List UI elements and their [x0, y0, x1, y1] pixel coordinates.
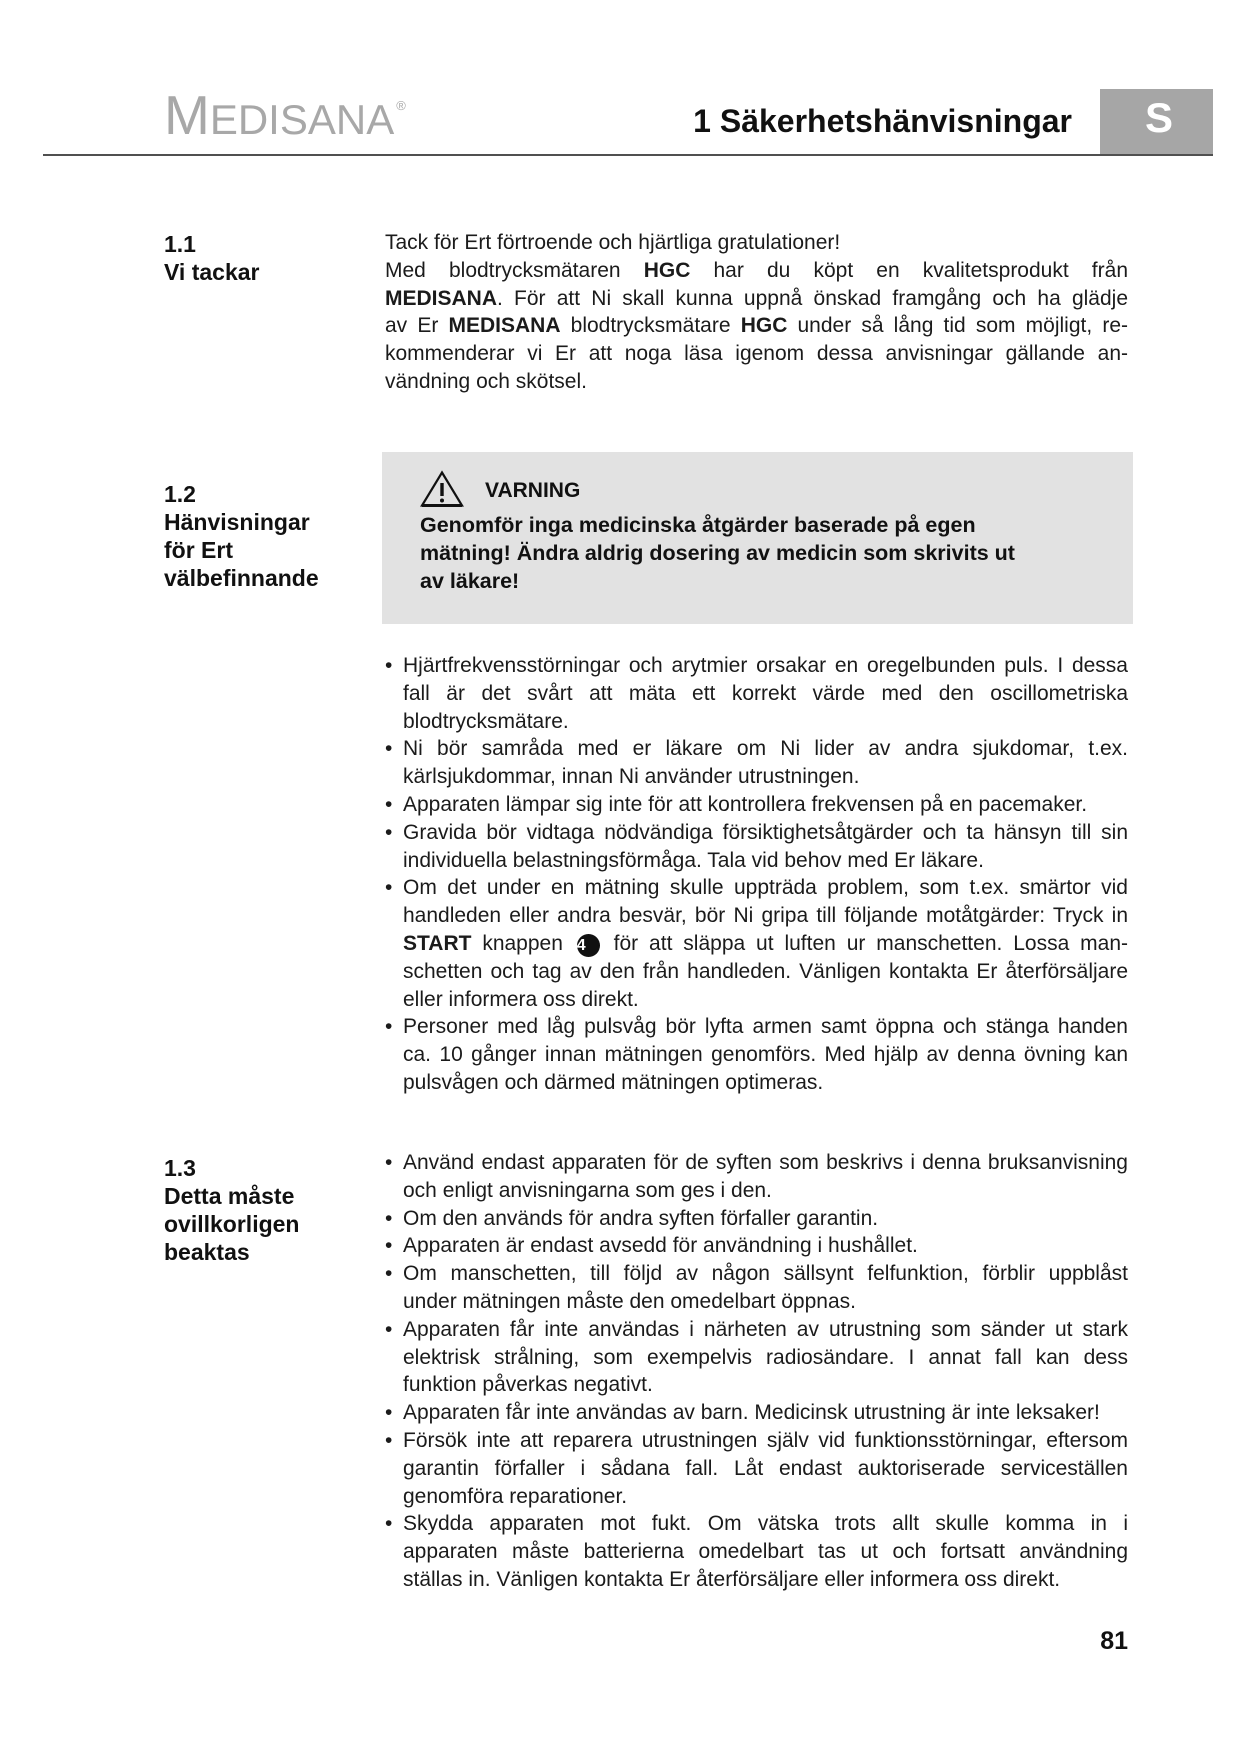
text-line	[403, 958, 1128, 986]
text-line	[403, 1538, 1128, 1566]
bold-term: HGC	[740, 314, 788, 338]
text-line	[403, 1260, 1128, 1288]
bullet-marker: •	[385, 1262, 393, 1286]
bullet-marker: •	[385, 1317, 393, 1341]
text-line	[420, 512, 1120, 540]
text-line	[385, 312, 1128, 340]
text-line	[420, 568, 1120, 596]
list-item	[385, 1013, 1128, 1096]
text-run: för att släppa ut luften ur manschetten. Lossa man-	[602, 931, 1128, 955]
text-run: eller informera oss direkt.	[403, 987, 639, 1011]
section-title-line: Vi tackar	[164, 259, 260, 285]
bullet-marker: •	[385, 1015, 393, 1039]
text-line	[403, 763, 1128, 791]
list-item	[385, 1232, 1128, 1260]
text-line	[385, 340, 1128, 368]
bullet-marker: •	[385, 1234, 393, 1258]
text-run: vändning och skötsel.	[385, 369, 587, 393]
text-run: Skydda apparaten mot fukt. Om vätska trots allt skulle komma in i	[403, 1512, 1128, 1536]
bullet-marker: •	[385, 1206, 393, 1230]
text-line	[403, 1510, 1128, 1538]
text-run: apparaten måste batterierna omedelbart tas ut och fortsatt användning	[403, 1540, 1128, 1564]
text-run: kärlsjukdommar, innan Ni använder utrustningen.	[403, 765, 860, 789]
text-line	[403, 847, 1128, 875]
text-line	[403, 1232, 1128, 1260]
section-title-line: ovillkorligen	[164, 1211, 300, 1237]
text-run: ca. 10 gånger innan mätningen genomförs. Med hjälp av denna övning kan	[403, 1043, 1128, 1067]
text-run: kommenderar vi Er att noga läsa igenom dessa anvisningar gällande an-	[385, 342, 1128, 366]
list-item	[385, 735, 1128, 791]
text-line	[403, 1371, 1128, 1399]
warning-heading: VARNING	[485, 479, 581, 502]
list-item	[385, 1399, 1128, 1427]
text-line	[385, 368, 1128, 396]
text-line	[403, 1427, 1128, 1455]
bullet-marker: •	[385, 820, 393, 844]
text-line	[403, 1455, 1128, 1483]
bullet-marker: •	[385, 1401, 393, 1425]
text-line	[403, 930, 1128, 958]
bullet-marker: •	[385, 737, 393, 761]
warning-icon	[420, 470, 464, 508]
bullet-marker: •	[385, 876, 393, 900]
text-run: Apparaten lämpar sig inte för att kontrollera frekvensen på en pacemaker.	[403, 792, 1088, 816]
text-run: under så lång tid som möjligt, re-	[787, 314, 1129, 338]
text-line	[403, 1069, 1128, 1097]
section-heading	[164, 230, 364, 286]
text-line	[403, 1316, 1128, 1344]
list-item	[385, 1205, 1128, 1233]
text-line	[403, 1399, 1128, 1427]
text-run: ställas in. Vänligen kontakta Er återförsäljare eller informera oss direkt.	[403, 1567, 1061, 1591]
section-title-line: välbefinnande	[164, 565, 319, 591]
chapter-tab	[1100, 89, 1213, 155]
text-run: garantin förfaller i sådana fall. Låt endast auktoriserade serviceställen	[403, 1456, 1128, 1480]
paragraph	[420, 512, 1120, 595]
text-line	[403, 1483, 1128, 1511]
text-run: blodtrycksmätare.	[403, 709, 569, 733]
text-line	[403, 791, 1128, 819]
text-line	[403, 874, 1128, 902]
text-line	[403, 1149, 1128, 1177]
text-line	[403, 1566, 1128, 1594]
bullet-marker: •	[385, 1151, 393, 1174]
text-line	[403, 1288, 1128, 1316]
text-line	[403, 1177, 1128, 1205]
bold-term: MEDISANA	[448, 314, 561, 338]
text-line	[403, 1344, 1128, 1372]
header-divider	[43, 154, 1213, 156]
text-run: av Er	[385, 314, 449, 338]
text-line	[385, 257, 1128, 285]
text-run: Gravida bör vidtaga nödvändiga försiktighetsåtgärder och ta hänsyn till sin	[403, 820, 1128, 844]
bullet-marker: •	[385, 1512, 393, 1536]
list-item	[385, 1316, 1128, 1399]
chapter-tab-letter: S	[1144, 94, 1173, 141]
text-line	[403, 735, 1128, 763]
text-run: individuella belastningsförmåga. Tala vid behov med Er läkare.	[403, 848, 984, 872]
bullet-list	[385, 1149, 1128, 1594]
text-run: Med blodtrycksmätaren	[385, 258, 644, 282]
text-run: Genomför inga medicinska åtgärder baserade på egen	[420, 513, 976, 537]
text-line	[403, 986, 1128, 1014]
brand-logo	[164, 84, 406, 146]
text-run: mätning! Ändra aldrig dosering av medicin som skrivits ut	[420, 540, 1015, 565]
text-run: Om det under en mätning skulle uppträda problem, som t.ex. smärtor vid	[403, 876, 1128, 900]
text-run: pulsvågen och därmed mätningen optimeras.	[403, 1070, 824, 1094]
text-run: elektrisk strålning, som exempelvis radiosändare. I annat fall kan dess	[403, 1345, 1128, 1369]
text-run: Använd endast apparaten för de syften som beskrivs i denna bruksanvisning	[403, 1151, 1128, 1174]
section-number: 1.2	[164, 481, 196, 507]
paragraph	[385, 257, 1128, 396]
page-title: 1 Säkerhetshänvisningar	[693, 103, 1072, 139]
callout-number-icon: 4	[577, 934, 600, 957]
text-line	[403, 819, 1128, 847]
text-run: har du köpt en kvalitetsprodukt från	[690, 258, 1128, 282]
list-item	[385, 791, 1128, 819]
section-number: 1.1	[164, 231, 196, 257]
text-run: Apparaten är endast avsedd för användning i hushållet.	[403, 1234, 918, 1258]
text-run: Ni bör samråda med er läkare om Ni lider av andra sjukdomar, t.ex.	[403, 737, 1128, 761]
text-run: Tack för Ert förtroende och hjärtliga gratulationer!	[385, 231, 841, 254]
warning-text	[420, 512, 1120, 595]
text-run: och enligt anvisningarna som ges i den.	[403, 1178, 772, 1202]
section-number: 1.3	[164, 1155, 196, 1181]
text-line	[403, 1205, 1128, 1233]
text-line	[403, 708, 1128, 736]
text-line	[403, 1041, 1128, 1069]
text-run: . För att Ni skall kunna uppnå önskad framgång och ha glädje	[497, 286, 1128, 310]
text-line	[385, 285, 1128, 313]
text-run: Apparaten får inte användas av barn. Medicinsk utrustning är inte leksaker!	[403, 1401, 1100, 1425]
bold-term: START	[403, 931, 472, 955]
page-number: 81	[1100, 1627, 1128, 1655]
section-title-line: Hänvisningar	[164, 509, 310, 535]
text-run: funktion påverkas negativt.	[403, 1373, 653, 1397]
list-item	[385, 1427, 1128, 1510]
list-item	[385, 819, 1128, 875]
text-run: av läkare!	[420, 568, 520, 593]
text-run: blodtrycksmätare	[560, 314, 741, 338]
text-line	[403, 902, 1128, 930]
list-item	[385, 1510, 1128, 1593]
bold-term: HGC	[643, 258, 691, 282]
text-run: under mätningen måste den omedelbart öppnas.	[403, 1289, 856, 1313]
bullet-list	[385, 652, 1128, 1097]
section-heading	[164, 1154, 364, 1266]
list-item	[385, 652, 1128, 735]
list-item	[385, 1149, 1128, 1205]
section-title-line: beaktas	[164, 1239, 250, 1265]
section-title-line: för Ert	[164, 537, 233, 563]
text-run: genomföra reparationer.	[403, 1484, 628, 1508]
bullet-marker: •	[385, 1428, 393, 1452]
text-line	[385, 229, 1128, 257]
text-run: Om manschetten, till följd av någon sällsynt felfunktion, förblir uppblåst	[403, 1262, 1128, 1286]
text-run: Försök inte att reparera utrustningen själv vid funktionsstörningar, eftersom	[403, 1428, 1128, 1452]
text-run: handleden eller andra besvär, bör Ni gripa till följande motåtgärder: Tryck in	[403, 904, 1128, 928]
logo-text: MEDISANA	[164, 84, 395, 146]
text-line	[403, 652, 1128, 680]
list-item	[385, 874, 1128, 1013]
list-item	[385, 1260, 1128, 1316]
text-line	[420, 540, 1120, 568]
text-line	[403, 1013, 1128, 1041]
bold-term: MEDISANA	[385, 286, 498, 310]
text-run: fall är det svårt att mäta ett korrekt värde med den oscillometriska	[403, 681, 1128, 705]
paragraph	[385, 229, 1128, 257]
text-run: Om den används för andra syften förfaller garantin.	[403, 1206, 879, 1230]
section-heading	[164, 480, 364, 592]
text-run: schetten och tag av den från handleden. Vänligen kontakta Er återförsäljare	[403, 959, 1128, 983]
text-line	[403, 680, 1128, 708]
registered-mark: ®	[396, 98, 406, 113]
section-title-line: Detta måste	[164, 1183, 295, 1209]
bullet-marker: •	[385, 654, 393, 677]
bullet-marker: •	[385, 792, 393, 816]
text-run: Apparaten får inte användas i närheten av utrustning som sänder ut stark	[403, 1317, 1128, 1341]
text-run: knappen	[471, 931, 574, 955]
text-run: Personer med låg pulsvåg bör lyfta armen samt öppna och stänga handen	[403, 1015, 1128, 1039]
section-body	[385, 229, 1128, 396]
text-run: Hjärtfrekvensstörningar och arytmier orsakar en oregelbunden puls. I dessa	[403, 654, 1128, 677]
